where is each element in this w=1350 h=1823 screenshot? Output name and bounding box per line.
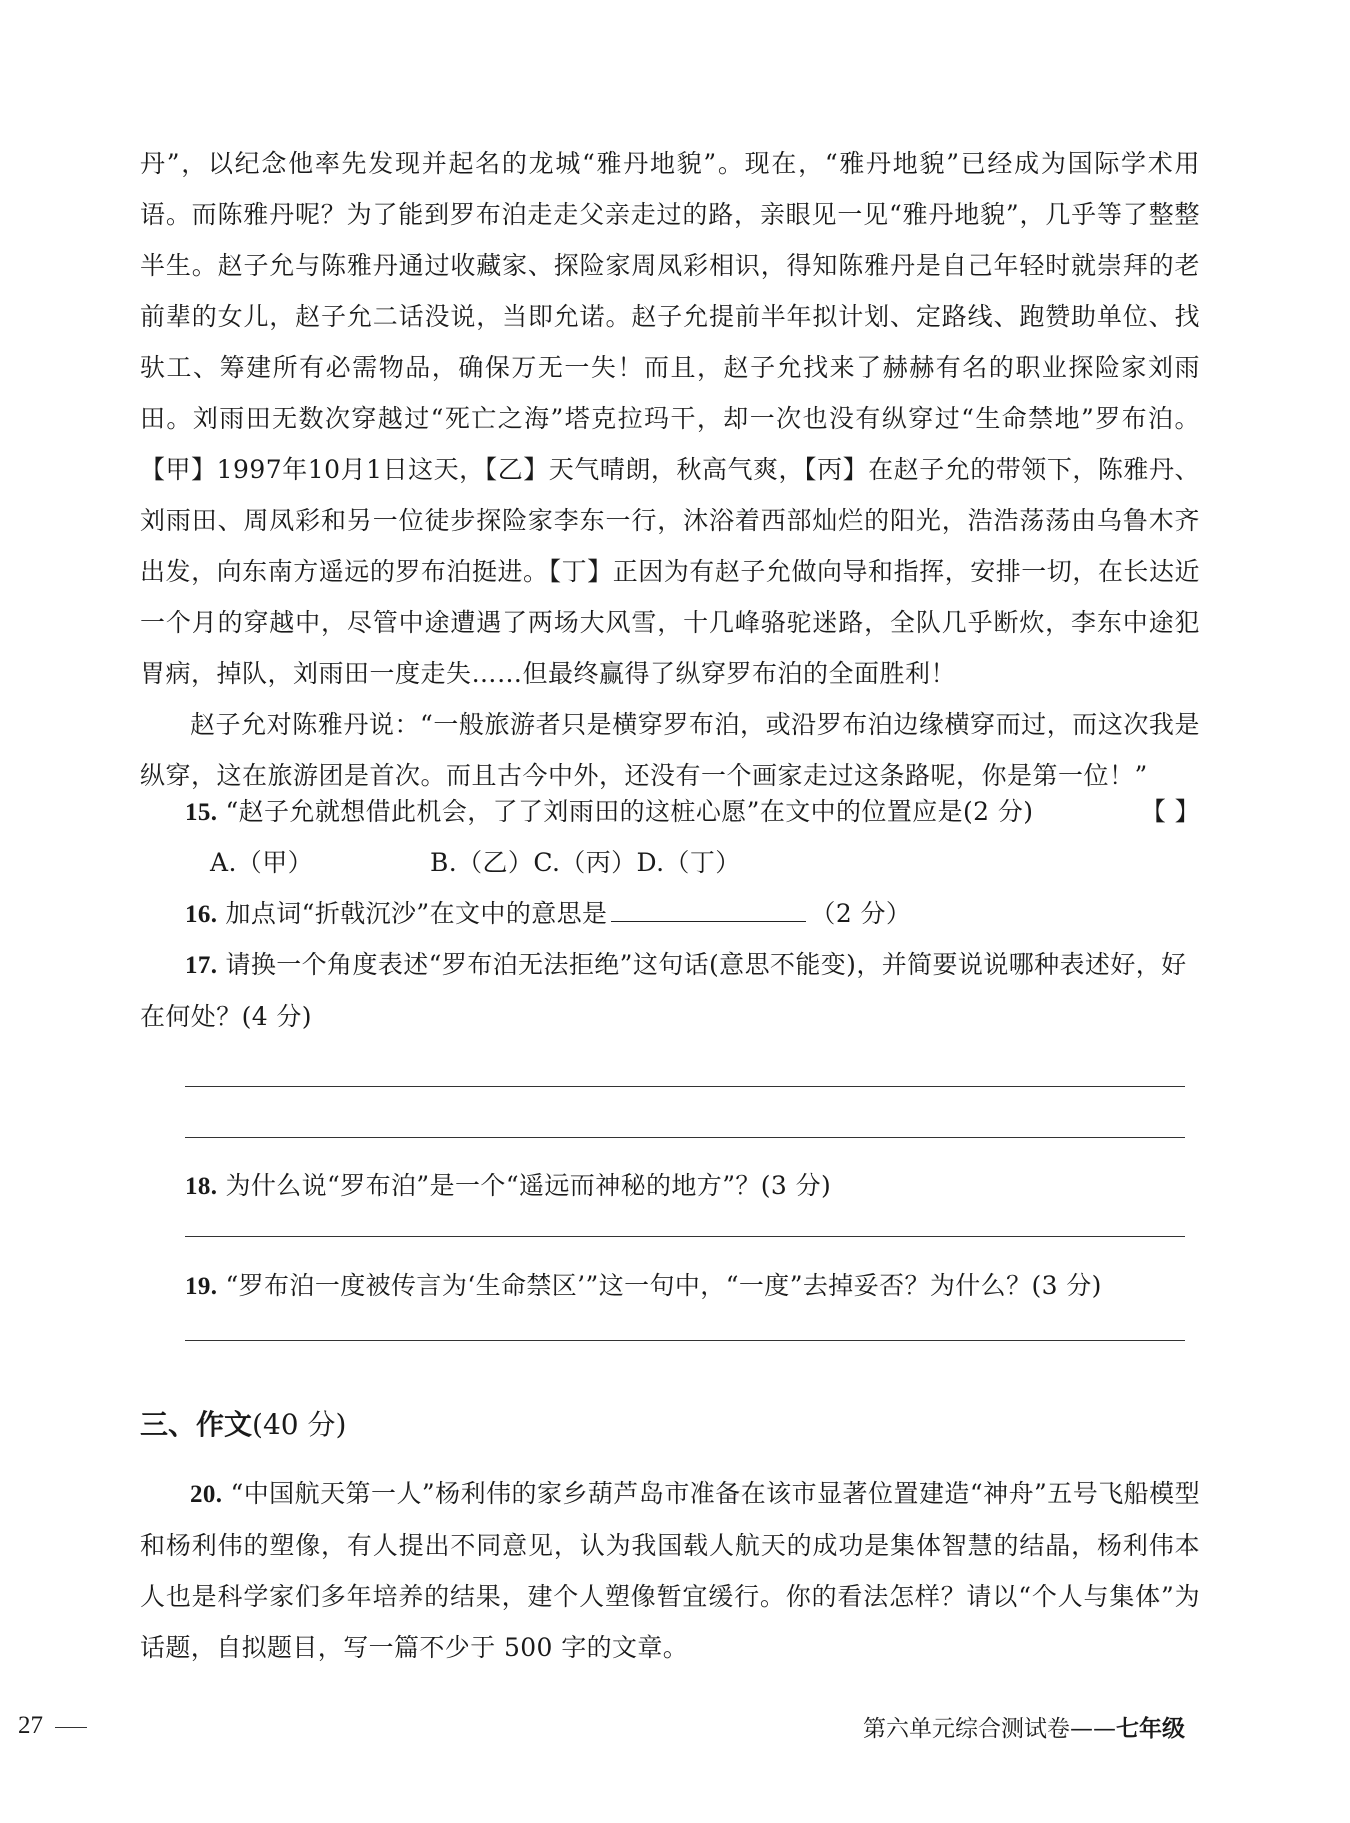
question-text: “赵子允就想借此机会，了了刘雨田的这桩心愿”在文中的位置应是(2 分) — [225, 797, 1034, 826]
question-score: （2 分） — [810, 899, 912, 928]
passage-paragraph-2: 赵子允对陈雅丹说：“一般旅游者只是横穿罗布泊，或沿罗布泊边缘横穿而过，而这次我是纵穿，这在旅游团是首次。而且古今中外，还没有一个画家走过这条路呢，你是第一位！” — [140, 710, 1200, 790]
footer-grade: 七年级 — [1116, 1716, 1185, 1742]
option-a[interactable]: A.（甲） — [210, 848, 314, 877]
question-16 — [185, 888, 911, 940]
page-number-text: 27 — [18, 1712, 43, 1739]
section-score: (40 分) — [252, 1408, 347, 1441]
footer-title: 第六单元综合测试卷 — [863, 1716, 1070, 1742]
footer-separator: —— — [1070, 1716, 1116, 1742]
question-number: 20. — [190, 1481, 223, 1508]
question-text: “中国航天第一人”杨利伟的家乡葫芦岛市准备在该市显著位置建造“神舟”五号飞船模型和杨利伟的塑像，有人提出不同意见，认为我国载人航天的成功是集体智慧的结晶，杨利伟本人也是科学家们多年培养的结果，建个人塑像暂宜缓行。你的看法怎样？请以“个人与集体”为话题，自拟题目，写一篇不少于 500 字的文章。 — [140, 1479, 1200, 1662]
question-text: 加点词“折戟沉沙”在文中的意思是 — [225, 899, 608, 928]
option-d[interactable]: D.（丁） — [636, 848, 741, 877]
answer-line[interactable] — [185, 1340, 1185, 1341]
running-footer — [863, 1710, 1185, 1743]
footer-dash — [55, 1727, 87, 1728]
question-text: 为什么说“罗布泊”是一个“遥远而神秘的地方”？(3 分) — [225, 1171, 832, 1200]
question-number: 18. — [185, 1173, 218, 1200]
page-number — [18, 1712, 87, 1740]
question-number: 15. — [185, 799, 218, 826]
answer-blank[interactable] — [611, 891, 806, 922]
answer-line[interactable] — [185, 1086, 1185, 1087]
section-heading-composition — [140, 1405, 346, 1445]
question-number: 19. — [185, 1273, 218, 1300]
question-18 — [185, 1160, 831, 1212]
answer-bracket[interactable]: 【 】 — [1140, 797, 1200, 826]
question-15 — [185, 786, 1200, 838]
question-19 — [185, 1260, 1102, 1312]
question-text: “罗布泊一度被传言为‘生命禁区’”这一句中，“一度”去掉妥否？为什么？(3 分) — [225, 1271, 1102, 1300]
question-17 — [140, 939, 1200, 1042]
reading-passage — [140, 138, 1200, 801]
question-20-essay-prompt — [140, 1468, 1200, 1673]
question-number: 17. — [185, 952, 218, 979]
section-title: 三、作文 — [140, 1408, 253, 1441]
question-number: 16. — [185, 901, 218, 928]
question-15-options — [210, 837, 741, 888]
option-c[interactable]: C.（丙） — [533, 848, 637, 877]
answer-line[interactable] — [185, 1236, 1185, 1237]
passage-paragraph-1: 丹”，以纪念他率先发现并起名的龙城“雅丹地貌”。现在，“雅丹地貌”已经成为国际学术用语。而陈雅丹呢？为了能到罗布泊走走父亲走过的路，亲眼见一见“雅丹地貌”，几乎等了整整半生。赵子允与陈雅丹通过收藏家、探险家周凤彩相识，得知陈雅丹是自己年轻时就崇拜的老前辈的女儿，赵子允二话没说，当即允诺。赵子允提前半年拟计划、定路线、跑赞助单位、找驮工、筹建所有必需物品，确保万无一失！而且，赵子允找来了赫赫有名的职业探险家刘雨田。刘雨田无数次穿越过“死亡之海”塔克拉玛干，却一次也没有纵穿过“生命禁地”罗布泊。【甲】1997年10月1日这天，【乙】天气晴朗，秋高气爽，【丙】在赵子允的带领下，陈雅丹、刘雨田、周凤彩和另一位徒步探险家李东一行，沐浴着西部灿烂的阳光，浩浩荡荡由乌鲁木齐出发，向东南方遥远的罗布泊挺进。【丁】正因为有赵子允做向导和指挥，安排一切，在长达近一个月的穿越中，尽管中途遭遇了两场大风雪，十几峰骆驼迷路，全队几乎断炊，李东中途犯胃病，掉队，刘雨田一度走失……但最终赢得了纵穿罗布泊的全面胜利！ — [140, 149, 1200, 688]
answer-line[interactable] — [185, 1137, 1185, 1138]
option-b[interactable]: B.（乙） — [430, 848, 534, 877]
question-text: 请换一个角度表述“罗布泊无法拒绝”这句话(意思不能变)，并简要说说哪种表述好，好在何处？(4 分) — [140, 950, 1187, 1031]
